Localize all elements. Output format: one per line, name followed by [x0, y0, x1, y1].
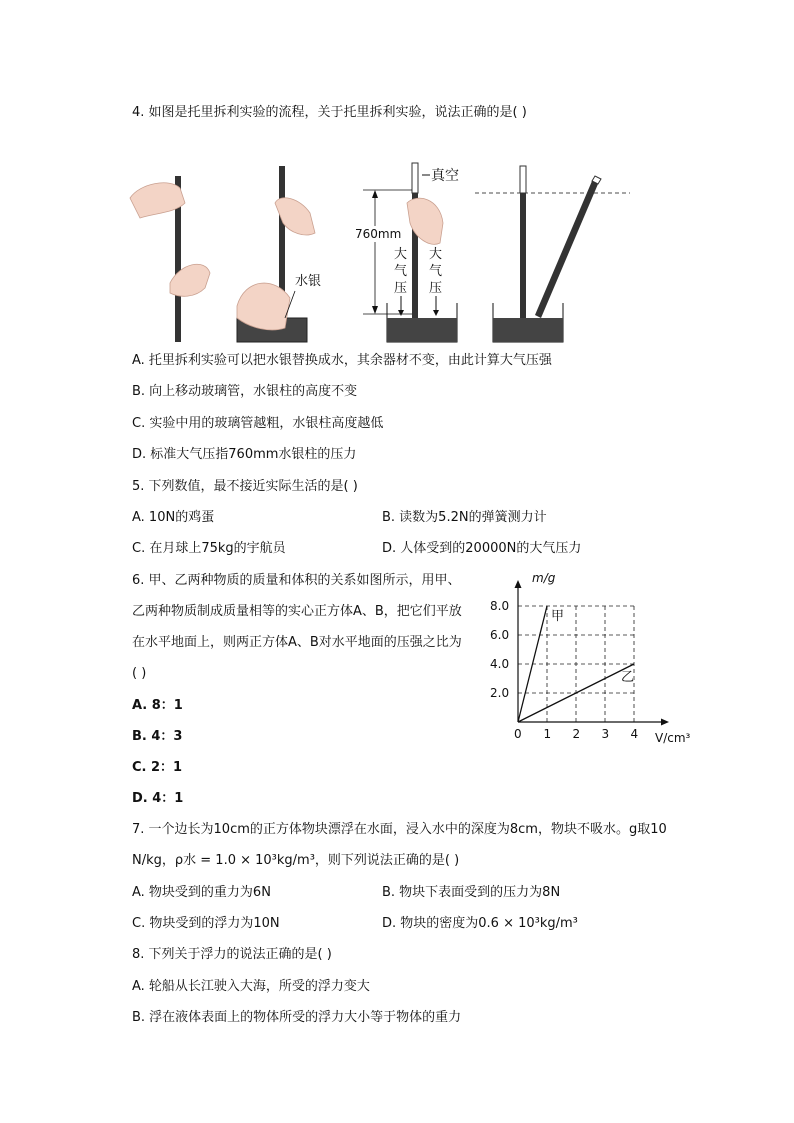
x-tick-label: 1 — [543, 727, 552, 741]
x-tick-label: 0 — [514, 727, 522, 741]
question-6-option-b: B. 4：3 — [132, 729, 183, 744]
question-7-option-d: D. 物块的密度为0.6 × 10³kg/m³ — [382, 916, 578, 931]
x-tick-label: 3 — [601, 727, 610, 741]
svg-text:气: 气 — [394, 264, 408, 279]
mass-volume-chart — [490, 570, 710, 750]
x-tick-label: 2 — [572, 727, 581, 741]
svg-text:气: 气 — [429, 264, 443, 279]
vacuum-label: 真空 — [431, 168, 459, 184]
question-6-option-a: A. 8：1 — [132, 698, 183, 713]
y-tick-label: 8.0 — [490, 599, 510, 613]
question-8-option-b: B. 浮在液体表面上的物体所受的浮力大小等于物体的重力 — [132, 1010, 462, 1025]
question-6-stem-line-3: 在水平地面上，则两正方体A、B对水平地面的压强之比为 — [132, 635, 462, 650]
question-4-option-a: A. 托里拆利实验可以把水银替换成水，其余器材不变，由此计算大气压强 — [132, 353, 552, 368]
question-6-stem-line-4: ( ) — [132, 666, 147, 681]
question-7-option-a: A. 物块受到的重力为6N — [132, 885, 271, 900]
svg-text:压: 压 — [394, 281, 408, 296]
question-4-stem: 4. 如图是托里拆利实验的流程，关于托里拆利实验，说法正确的是( ) — [132, 105, 527, 120]
question-6-stem-line-2: 乙两种物质制成质量相等的实心正方体A、B，把它们平放 — [132, 604, 462, 619]
y-axis-label: m/g — [532, 571, 556, 585]
question-6-stem-line-1: 6. 甲、乙两种物质的质量和体积的关系如图所示，用甲、 — [132, 573, 461, 588]
x-axis-label: V/cm³ — [655, 731, 691, 745]
question-4-option-d: D. 标准大气压指760mm水银柱的压力 — [132, 447, 357, 462]
mercury-label: 水银 — [295, 274, 322, 289]
question-8-stem: 8. 下列关于浮力的说法正确的是( ) — [132, 947, 332, 962]
question-4-option-c: C. 实验中用的玻璃管越粗，水银柱高度越低 — [132, 416, 384, 431]
question-5-option-c: C. 在月球上75kg的宇航员 — [132, 541, 286, 556]
question-4-option-b: B. 向上移动玻璃管，水银柱的高度不变 — [132, 384, 358, 399]
760mm-label: 760mm — [355, 227, 402, 241]
question-5-stem: 5. 下列数值，最不接近实际生活的是( ) — [132, 479, 358, 494]
question-6-option-c: C. 2：1 — [132, 760, 183, 775]
question-8-option-a: A. 轮船从长江驶入大海，所受的浮力变大 — [132, 979, 370, 994]
question-7-stem-line-2: N/kg，ρ水 = 1.0 × 10³kg/m³，则下列说法正确的是( ) — [132, 853, 460, 868]
torricelli-experiment-figure — [125, 158, 645, 348]
x-tick-label: 4 — [630, 727, 639, 741]
panel-4-tilted-tube — [475, 166, 630, 342]
panel-3-760mm-column — [353, 163, 459, 342]
svg-text:大: 大 — [429, 247, 443, 262]
y-tick-label: 6.0 — [490, 628, 510, 642]
atm-left-label — [394, 246, 407, 296]
question-6-option-d: D. 4：1 — [132, 791, 184, 806]
svg-text:大: 大 — [394, 247, 408, 262]
y-tick-label: 4.0 — [490, 657, 510, 671]
question-5-option-b: B. 读数为5.2N的弹簧测力计 — [382, 510, 547, 525]
series-label-0: 甲 — [551, 609, 565, 624]
chart-grid — [518, 606, 634, 722]
atm-right-label — [429, 246, 442, 296]
y-tick-label: 2.0 — [490, 686, 510, 700]
question-7-option-b: B. 物块下表面受到的压力为8N — [382, 885, 561, 900]
x-axis-arrow — [661, 719, 669, 726]
question-5-option-a: A. 10N的鸡蛋 — [132, 510, 215, 525]
panel-2-tube-in-mercury — [237, 166, 321, 342]
question-5-option-d: D. 人体受到的20000N的大气压力 — [382, 541, 582, 556]
question-7-option-c: C. 物块受到的浮力为10N — [132, 916, 280, 931]
question-7-stem-line-1: 7. 一个边长为10cm的正方体物块漂浮在水面，浸入水中的深度为8cm，物块不吸水。g取10 — [132, 822, 667, 837]
series-label-1: 乙 — [621, 670, 635, 685]
panel-1-tube-held — [130, 176, 210, 342]
y-axis-arrow — [515, 580, 522, 588]
svg-text:压: 压 — [429, 281, 443, 296]
